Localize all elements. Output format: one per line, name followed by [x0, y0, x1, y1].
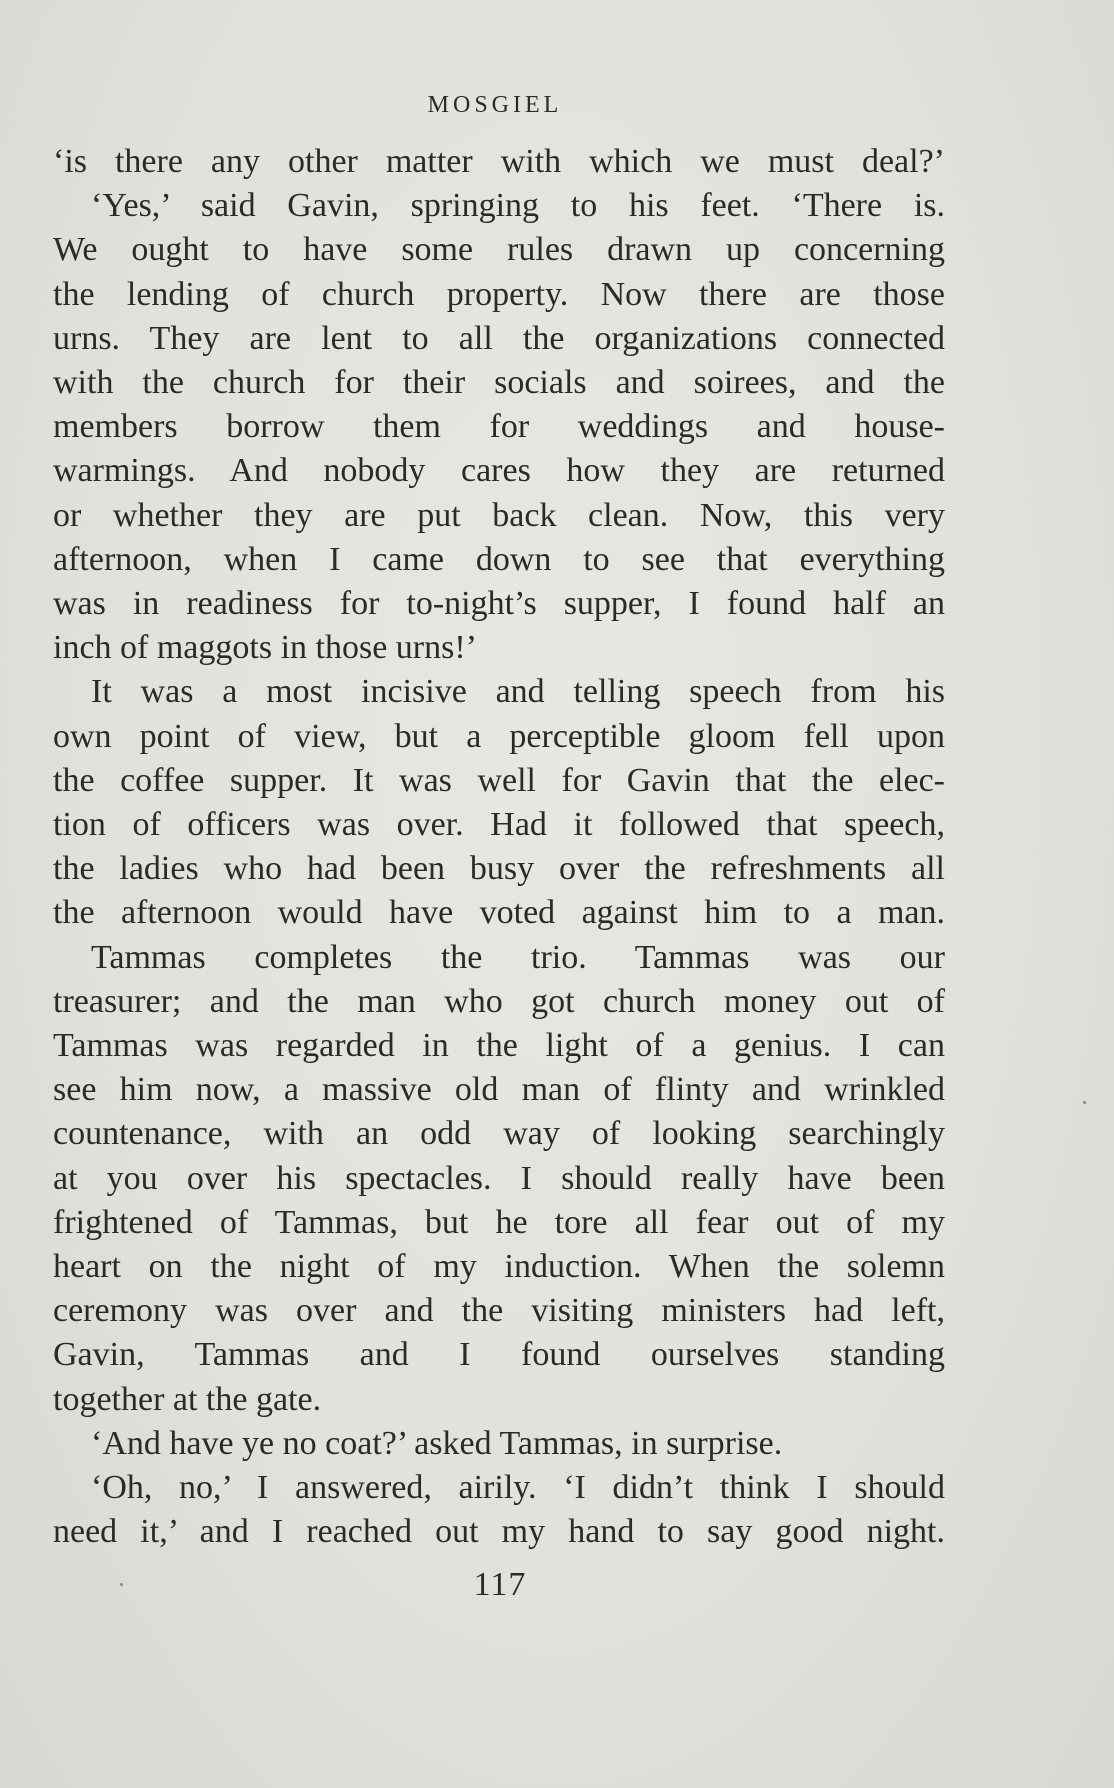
text-line: ceremony was over and the visiting ministers had left,	[53, 1292, 945, 1330]
text-line: countenance, with an odd way of looking searchingly	[53, 1115, 945, 1153]
text-line: afternoon, when I came down to see that everything	[53, 540, 945, 578]
text-line: the lending of church property. Now there are those	[53, 275, 945, 313]
text-line: Gavin, Tammas and I found ourselves standing	[53, 1336, 945, 1374]
text-line: at you over his spectacles. I should really have been	[53, 1159, 945, 1197]
paper-speck	[120, 1583, 123, 1586]
body-text	[53, 140, 945, 1555]
page-number: 117	[473, 1566, 527, 1603]
text-line: members borrow them for weddings and house-	[53, 408, 945, 446]
text-line: see him now, a massive old man of flinty and wrinkled	[53, 1071, 945, 1109]
paper-speck	[1083, 1101, 1086, 1104]
text-line: the ladies who had been busy over the refreshments all	[53, 850, 945, 888]
text-line: heart on the night of my induction. When the solemn	[53, 1248, 945, 1286]
running-head: MOSGIEL	[427, 92, 563, 118]
text-line: inch of maggots in those urns!’	[53, 629, 477, 667]
text-line: frightened of Tammas, but he tore all fear out of my	[53, 1203, 945, 1241]
text-line: Tammas was regarded in the light of a genius. I can	[53, 1027, 945, 1065]
text-line: ‘And have ye no coat?’ asked Tammas, in surprise.	[91, 1424, 783, 1462]
text-line: or whether they are put back clean. Now, this very	[53, 496, 945, 534]
text-line: It was a most incisive and telling speech from his	[91, 673, 945, 711]
text-line: ‘Yes,’ said Gavin, springing to his feet. ‘There is.	[91, 187, 945, 225]
text-line: Tammas completes the trio. Tammas was our	[91, 938, 945, 976]
text-line: need it,’ and I reached out my hand to say good night.	[53, 1513, 945, 1551]
text-line: ‘is there any other matter with which we must deal?’	[53, 143, 945, 180]
text-line: tion of officers was over. Had it followed that speech,	[53, 806, 945, 844]
text-line: the afternoon would have voted against him to a man.	[53, 894, 945, 932]
text-line: ‘Oh, no,’ I answered, airily. ‘I didn’t think I should	[91, 1469, 945, 1507]
text-line: urns. They are lent to all the organizations connected	[53, 319, 945, 357]
text-line: was in readiness for to-night’s supper, I found half an	[53, 585, 945, 623]
text-line: We ought to have some rules drawn up concerning	[53, 231, 945, 269]
text-line: warmings. And nobody cares how they are returned	[53, 452, 945, 490]
text-line: the coffee supper. It was well for Gavin that the elec-	[53, 761, 945, 799]
text-line: treasurer; and the man who got church money out of	[53, 982, 945, 1020]
text-line: own point of view, but a perceptible gloom fell upon	[53, 717, 945, 755]
text-line: together at the gate.	[53, 1380, 322, 1418]
text-line: with the church for their socials and soirees, and the	[53, 364, 945, 402]
